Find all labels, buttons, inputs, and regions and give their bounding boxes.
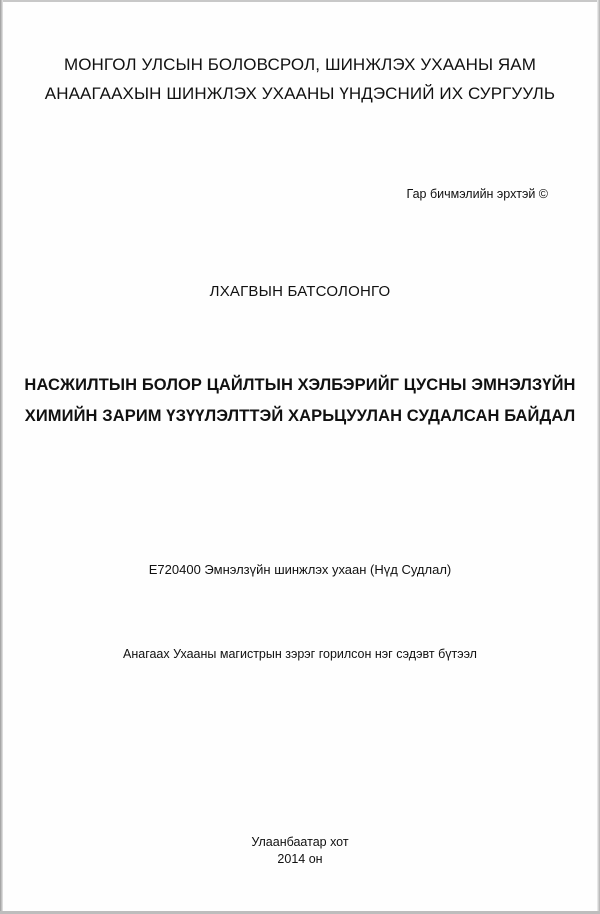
university-name: АНААГААХЫН ШИНЖЛЭХ УХААНЫ ҮНДЭСНИЙ ИХ СУРГУУЛЬ [44,84,556,103]
copyright-note: Гар бичмэлийн эрхтэй © [406,187,548,201]
degree-statement: Анагаах Ухааны магистрын зэрэг горилсон нэг сэдэвт бүтээл [123,647,477,661]
year: 2014 он [277,852,323,866]
scan-edge-left [0,0,3,914]
thesis-title-line-2: ХИМИЙН ЗАРИМ ҮЗҮҮЛЭЛТТЭЙ ХАРЬЦУУЛАН СУДАЛСАН БАЙДАЛ [24,407,576,425]
author-name: ЛХАГВЫН БАТСОЛОНГО [209,283,391,300]
ministry-name: МОНГОЛ УЛСЫН БОЛОВСРОЛ, ШИНЖЛЭХ УХААНЫ ЯАМ [63,55,537,74]
specialty-code: E720400 Эмнэлзүйн шинжлэх ухаан (Нүд Судлал) [148,562,452,577]
scan-edge-top [0,0,600,2]
thesis-title-line-1: НАСЖИЛТЫН БОЛОР ЦАЙЛТЫН ХЭЛБЭРИЙГ ЦУСНЫ ЭМНЭЛЗҮЙН [24,376,576,394]
city: Улаанбаатар хот [251,835,349,849]
